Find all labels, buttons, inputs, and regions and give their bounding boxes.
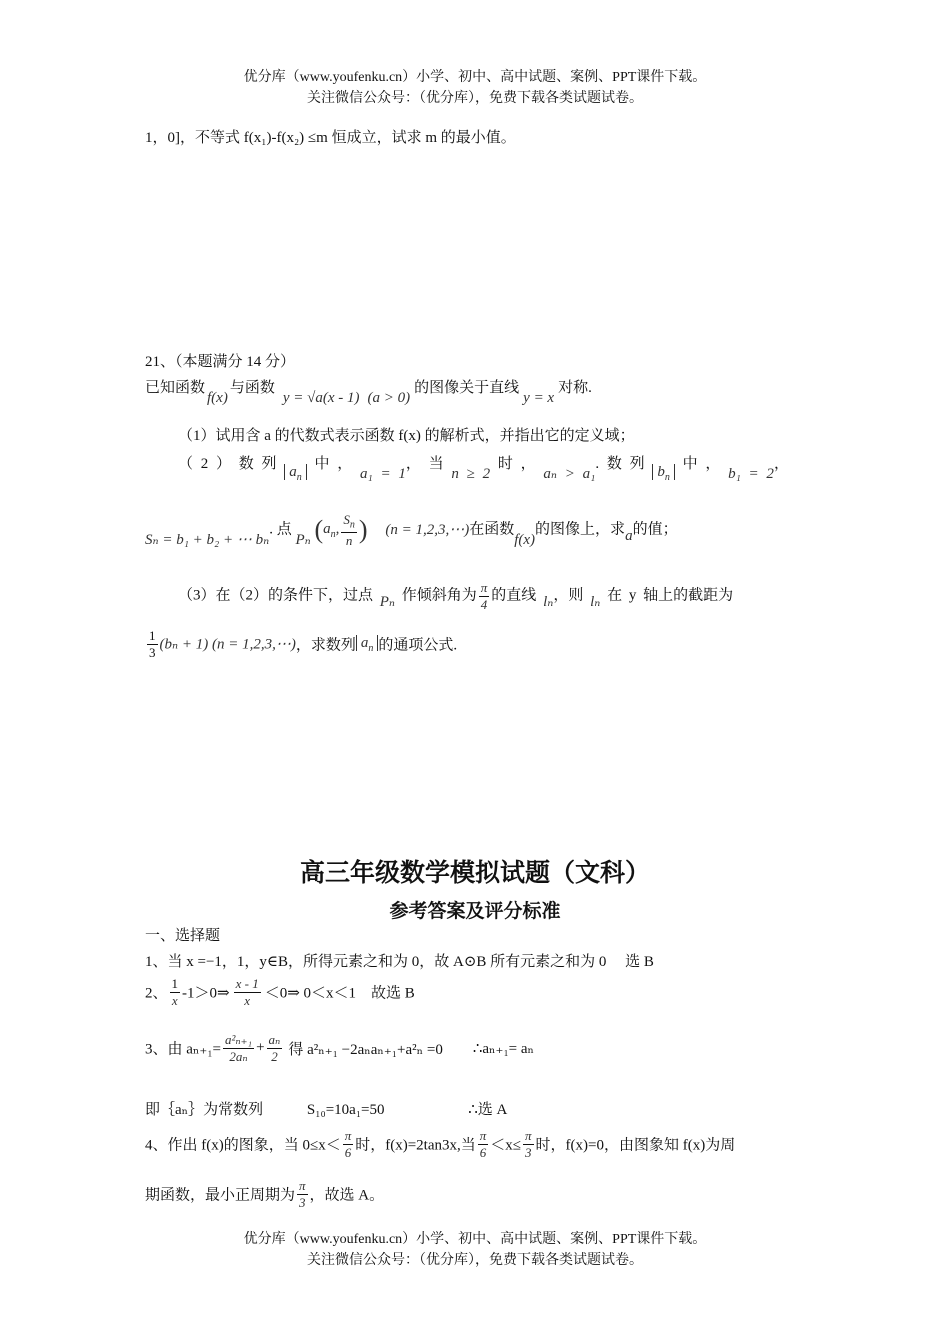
q21-p2j: 的图像上，求 xyxy=(535,521,626,538)
q21-p3e: 在 y 轴上的截距为 xyxy=(607,587,734,604)
q21-a1: a₁ = 1 xyxy=(360,466,406,482)
q21-sn: Sₙ = b₁ + b₂ + ⋯ bₙ xyxy=(145,531,270,548)
q21-a-var: a xyxy=(625,527,633,544)
answer-4-post: 时，f(x)=0，由图象知 f(x)为周 xyxy=(535,1137,736,1154)
q21-p2h: . 点 xyxy=(269,521,292,538)
q21-pi-num: π xyxy=(480,580,488,595)
answer-4-frac2 xyxy=(478,1128,489,1160)
header-line-2: 关注微信公众号：（优分库），免费下载各类试题试卷。 xyxy=(307,91,643,106)
answer-2-post: ＜0⇒ 0＜x＜1 故选 B xyxy=(264,985,415,1002)
q21-cond: (a > 0) xyxy=(367,390,411,406)
q21-y-func: y = √a(x - 1) xyxy=(282,390,360,406)
q21-p2e: . 数 列 xyxy=(595,456,645,472)
q21-pi-over-4 xyxy=(479,580,490,612)
q21-b1: b₁ = 2 xyxy=(728,466,774,482)
q21-line-yx: y = x xyxy=(523,390,555,406)
answer-4b xyxy=(145,1178,384,1210)
answers-section: 一、选择题 xyxy=(145,928,221,944)
answers-title: 高三年级数学模拟试题（文科） xyxy=(299,858,650,887)
answer-2-frac2-den: x xyxy=(244,992,251,1008)
answer-3b xyxy=(145,1098,507,1119)
q21-sn-over-n xyxy=(341,512,357,548)
q21-p2b: 中 ， xyxy=(314,456,353,472)
answer-2-pre: 2、 xyxy=(145,985,168,1002)
q21-part2-line2 xyxy=(145,512,678,548)
answer-4-frac1-num: π xyxy=(344,1128,352,1143)
q21-p3-pn: Pₙ xyxy=(379,593,396,610)
answer-4b-pre: 期函数，最小正周期为 xyxy=(145,1187,296,1204)
q21-intro-d: 对称. xyxy=(558,380,592,396)
answer-3-plus: + xyxy=(256,1039,265,1056)
answer-3 xyxy=(145,1032,534,1064)
q21-seq-bn: $b_n$ xyxy=(652,464,675,480)
answers-subtitle: 参考答案及评分标准 xyxy=(389,900,561,922)
answer-3b-3: ∴选 A xyxy=(468,1102,508,1118)
q21-seq-an2: $a_n$ xyxy=(356,635,379,651)
answer-4-pre: 4、作出 f(x)的图象，当 0≤x＜ xyxy=(145,1137,341,1154)
q21-one-third xyxy=(147,628,158,660)
answer-3b-2: S₁₀=10a₁=50 xyxy=(306,1102,385,1118)
answer-3-pre: 3、由 aₙ₊₁= xyxy=(145,1041,222,1058)
answer-4b-frac-den: 3 xyxy=(299,1194,306,1210)
q21-part3-line1 xyxy=(178,580,733,612)
q21-pn-an: $a_n$, xyxy=(323,520,340,540)
answer-4-frac2-num: π xyxy=(479,1128,487,1143)
q21-p3g: 的通项公式. xyxy=(378,637,458,654)
answer-4b-frac-num: π xyxy=(299,1178,306,1193)
q21-p2a: （ 2 ） 数 列 xyxy=(178,456,277,472)
answer-2-frac1-den: x xyxy=(171,992,178,1008)
footer-line-2: 关注微信公众号：（优分库），免费下载各类试题试卷。 xyxy=(307,1253,643,1268)
q21-intro-c: 的图像关于直线 xyxy=(414,380,520,396)
q21-seq-an: $a_n$ xyxy=(284,464,307,480)
answer-4-mid2: ＜x≤ xyxy=(490,1137,522,1154)
q21-p2f: 中 ， xyxy=(682,456,721,472)
answer-4b-post: ，故选 A。 xyxy=(309,1187,385,1204)
q21-seq-bn-text: b xyxy=(657,464,665,480)
q21-part3-line2 xyxy=(145,628,457,660)
q21-p3b: 作倾斜角为 xyxy=(401,587,477,604)
answer-4-frac2-den: 6 xyxy=(479,1144,487,1160)
q21-seq-an-text: a xyxy=(289,464,297,480)
q21-an-ineq: aₙ > a₁ xyxy=(543,466,596,482)
q21-third-den: 3 xyxy=(149,644,156,660)
answer-4-frac3-den: 3 xyxy=(525,1144,532,1160)
answer-3-frac1 xyxy=(223,1032,254,1064)
answer-4 xyxy=(145,1128,735,1160)
q21-sn-den: n xyxy=(345,532,353,548)
q21-n-range: (n = 1,2,3,⋯) xyxy=(385,521,470,538)
q21-fx: f(x) xyxy=(207,390,228,406)
answer-3-frac2-num: aₙ xyxy=(268,1032,281,1047)
q21-p2k: 的值； xyxy=(632,521,678,538)
q21-p2d: 时 ， xyxy=(497,456,536,472)
q21-paren-open: ( xyxy=(314,515,324,545)
answer-4-frac1-den: 6 xyxy=(344,1144,352,1160)
q21-p2g: ， xyxy=(773,456,789,472)
q21-p3c: 的直线 xyxy=(491,587,537,604)
answer-4b-frac xyxy=(297,1178,308,1210)
q21-third-num: 1 xyxy=(149,628,156,643)
answer-2 xyxy=(145,976,415,1008)
q21-p2i: 在函数 xyxy=(469,521,515,538)
footer-line-1: 优分库（www.youfenku.cn）小学、初中、高中试题、案例、PPT课件下载。 xyxy=(243,1232,707,1247)
answer-4-mid: 时，f(x)=2tan3x,当 xyxy=(355,1137,476,1154)
q21-n-range2: (n = 1,2,3,⋯) xyxy=(211,636,296,653)
answer-2-frac1-num: 1 xyxy=(171,976,179,991)
q21-n-cond: n ≥ 2 xyxy=(451,466,491,482)
answer-3-post: ∴aₙ₊₁= aₙ xyxy=(472,1040,535,1057)
q21-p3d: ，则 xyxy=(553,587,584,604)
answer-2-frac2 xyxy=(234,976,261,1008)
q21-p3a: （3）在（2）的条件下，过点 xyxy=(178,587,374,604)
q21-p3f: ，求数列 xyxy=(295,637,356,654)
q21-seq-an2-text: a xyxy=(360,634,369,651)
q21-ln2: lₙ xyxy=(590,593,601,610)
answer-2-frac1 xyxy=(170,976,181,1008)
q21-pn: Pₙ xyxy=(295,531,311,548)
q21-part2-line1 xyxy=(178,452,789,483)
answer-1: 1、当 x =−1，1，y∈B，所得元素之和为 0，故 A⊙B 所有元素之和为 0 选 B xyxy=(145,954,654,970)
answer-4-frac3 xyxy=(523,1128,534,1160)
q21-sn-num: $S_n$ xyxy=(343,512,355,531)
answer-3-frac2 xyxy=(267,1032,283,1064)
answer-2-mid: -1＞0⇒ xyxy=(182,985,230,1002)
answer-3b-1: 即｛aₙ｝为常数列 xyxy=(145,1102,264,1118)
q21-fx2: f(x) xyxy=(514,531,536,548)
q21-ln: lₙ xyxy=(543,593,554,610)
answer-3-frac1-num: a²ₙ₊₁ xyxy=(225,1032,253,1047)
q21-bn-plus-1: (bₙ + 1) xyxy=(159,636,209,653)
header-line-1: 优分库（www.youfenku.cn）小学、初中、高中试题、案例、PPT课件下载。 xyxy=(243,70,707,85)
answer-3-frac2-den: 2 xyxy=(271,1048,278,1064)
q21-paren-close: ) xyxy=(358,515,368,545)
q21-intro xyxy=(145,376,592,406)
q21-part1: （1）试用含 a 的代数式表示函数 f(x) 的解析式，并指出它的定义域； xyxy=(178,428,635,444)
q21-intro-a: 已知函数 xyxy=(145,380,206,396)
q21-intro-b: 与函数 xyxy=(229,380,275,396)
answer-2-frac2-num: x - 1 xyxy=(235,976,259,991)
answer-4-frac3-num: π xyxy=(525,1128,532,1143)
answer-3-mid: 得 a²ₙ₊₁ −2aₙaₙ₊₁+a²ₙ =0 xyxy=(288,1041,443,1058)
q21-heading: 21、（本题满分 14 分） xyxy=(145,354,296,370)
answer-3-frac1-den: 2aₙ xyxy=(229,1048,248,1064)
q21-p2c: ， 当 xyxy=(405,456,444,472)
answer-4-frac1 xyxy=(343,1128,354,1160)
q21-pi-den: 4 xyxy=(480,596,488,612)
q20-tail: 1，0]，不等式 f(x₁)-f(x₂) ≤m 恒成立，试求 m 的最小值。 xyxy=(145,130,516,146)
